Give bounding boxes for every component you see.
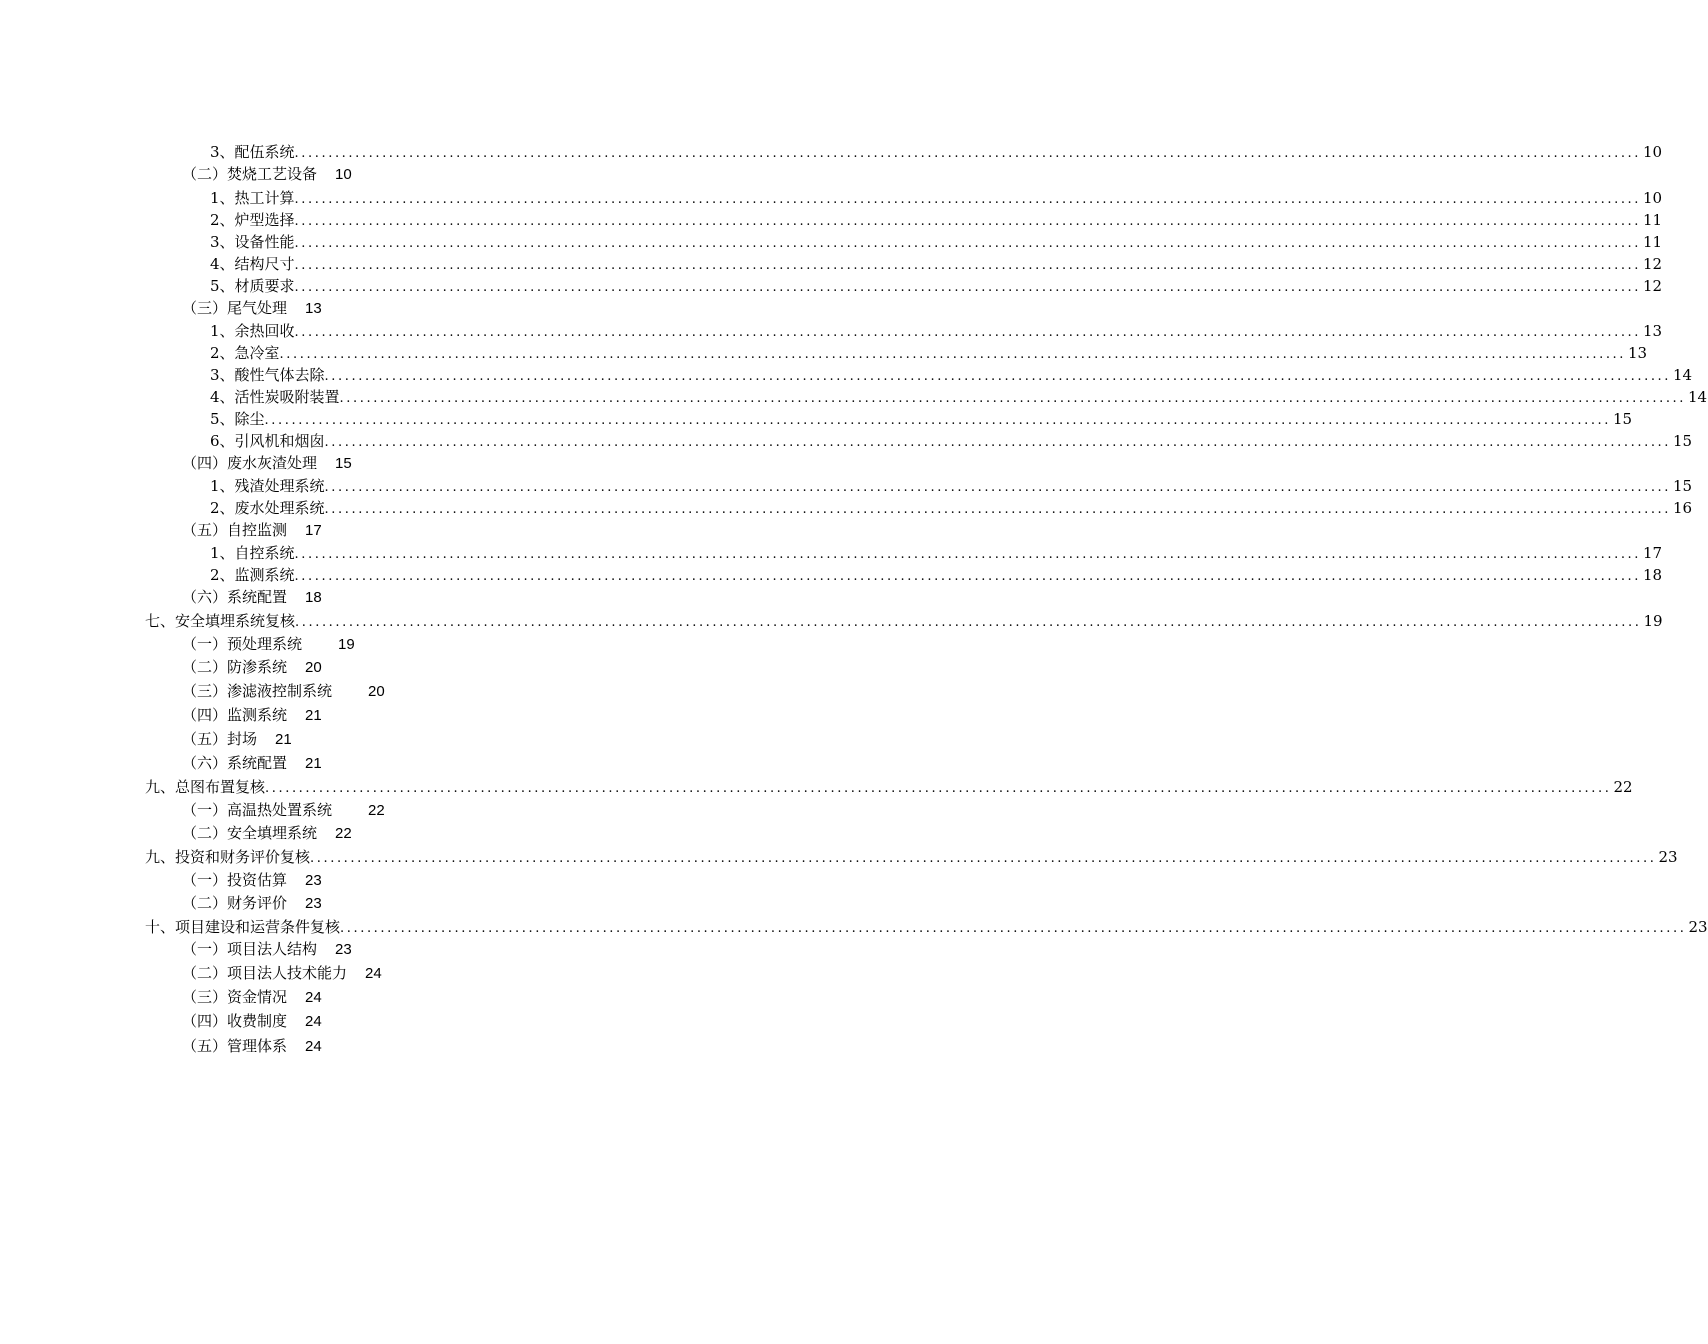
toc-entry[interactable] <box>182 822 352 844</box>
toc-entry-title: 十、项目建设和运营条件复核 <box>145 918 341 936</box>
toc-entry-title: 九、总图布置复核 <box>145 778 266 796</box>
toc-entry[interactable] <box>145 776 1633 798</box>
dot-leader: ........................................................................................................................................................................................................ <box>324 435 1672 450</box>
toc-entry[interactable] <box>210 497 1693 519</box>
dot-leader: ........................................................................................................................................................................................................ <box>279 347 1627 362</box>
dot-leader: ........................................................................................................................................................................................................ <box>339 391 1687 406</box>
toc-page-number: 17 <box>1643 544 1663 562</box>
toc-entry-title: 5、材质要求 <box>210 277 295 295</box>
toc-page-number: 18 <box>1643 566 1663 584</box>
toc-entry-title: （六）系统配置 <box>182 754 288 772</box>
toc-entry-title: （五）封场 <box>182 730 258 748</box>
toc-page-number: 10 <box>335 166 352 183</box>
toc-page-number: 17 <box>305 522 322 539</box>
dot-leader: ........................................................................................................................................................................................................ <box>324 480 1672 495</box>
toc-page-number: 23 <box>1658 848 1678 866</box>
toc-entry[interactable] <box>210 364 1693 386</box>
toc-entry[interactable] <box>210 253 1663 275</box>
toc-entry-title: （二）防渗系统 <box>182 658 288 676</box>
toc-page-number: 15 <box>1673 477 1693 495</box>
toc-entry-title: （四）收费制度 <box>182 1012 288 1030</box>
toc-entry-title: 4、活性炭吸附装置 <box>210 388 340 406</box>
dot-leader: ........................................................................................................................................................................................................ <box>294 325 1642 340</box>
toc-entry-title: （二）安全填埋系统 <box>182 824 318 842</box>
toc-entry-title: 1、自控系统 <box>210 544 295 562</box>
toc-entry-title: 3、配伍系统 <box>210 143 295 161</box>
toc-entry[interactable] <box>145 610 1663 632</box>
toc-entry[interactable] <box>182 163 352 185</box>
toc-entry[interactable] <box>210 564 1663 586</box>
dot-leader: ........................................................................................................................................................................................................ <box>294 547 1642 562</box>
dot-leader: ........................................................................................................................................................................................................ <box>324 502 1672 517</box>
toc-entry-title: （五）管理体系 <box>182 1037 288 1055</box>
toc-entry-title: （一）预处理系统 <box>182 635 303 653</box>
toc-entry[interactable] <box>182 1035 322 1057</box>
toc-page-number: 11 <box>1643 233 1663 251</box>
toc-page-number: 12 <box>1643 277 1663 295</box>
toc-entry-title: （三）渗滤液控制系统 <box>182 682 333 700</box>
toc-entry-title: 2、废水处理系统 <box>210 499 325 517</box>
dot-leader: ........................................................................................................................................................................................................ <box>265 781 1612 796</box>
toc-entry-title: 1、热工计算 <box>210 189 295 207</box>
toc-page-number: 23 <box>305 872 322 889</box>
toc-entry[interactable] <box>182 452 352 474</box>
toc-entry-title: （五）自控监测 <box>182 521 288 539</box>
toc-page-number: 19 <box>338 636 355 653</box>
toc-entry-title: 2、急冷室 <box>210 344 280 362</box>
toc-page-number: 19 <box>1643 612 1663 630</box>
toc-entry-title: （三）尾气处理 <box>182 299 288 317</box>
toc-page-number: 15 <box>1613 410 1633 428</box>
toc-page-number: 22 <box>1613 778 1633 796</box>
toc-entry-title: 1、余热回收 <box>210 322 295 340</box>
toc-entry[interactable] <box>182 586 322 608</box>
toc-page-number: 23 <box>305 895 322 912</box>
toc-entry[interactable] <box>210 187 1663 209</box>
toc-entry[interactable] <box>182 986 322 1008</box>
toc-page-number: 15 <box>335 455 352 472</box>
toc-entry[interactable] <box>182 633 355 655</box>
dot-leader: ........................................................................................................................................................................................................ <box>294 214 1642 229</box>
toc-entry[interactable] <box>182 752 322 774</box>
toc-page-number: 24 <box>305 1038 322 1055</box>
toc-entry[interactable] <box>210 209 1663 231</box>
toc-entry[interactable] <box>145 916 1708 938</box>
dot-leader: ........................................................................................................................................................................................................ <box>294 236 1642 251</box>
toc-entry[interactable] <box>145 846 1678 868</box>
toc-entry[interactable] <box>182 704 322 726</box>
toc-page-number: 24 <box>305 989 322 1006</box>
toc-page-number: 23 <box>1688 918 1708 936</box>
toc-page-number: 18 <box>305 589 322 606</box>
toc-page-number: 22 <box>368 802 385 819</box>
toc-entry-title: 4、结构尺寸 <box>210 255 295 273</box>
toc-entry-title: 九、投资和财务评价复核 <box>145 848 311 866</box>
toc-entry-title: 3、设备性能 <box>210 233 295 251</box>
toc-entry[interactable] <box>182 728 292 750</box>
toc-entry-title: （四）废水灰渣处理 <box>182 454 318 472</box>
dot-leader: ........................................................................................................................................................................................................ <box>294 280 1642 295</box>
toc-entry-title: （二）财务评价 <box>182 894 288 912</box>
toc-entry-title: 七、安全填埋系统复核 <box>145 612 296 630</box>
dot-leader: ........................................................................................................................................................................................................ <box>310 851 1657 866</box>
dot-leader: ........................................................................................................................................................................................................ <box>264 413 1612 428</box>
toc-page-number: 14 <box>1688 388 1708 406</box>
dot-leader: ........................................................................................................................................................................................................ <box>294 146 1642 161</box>
toc-page-number: 15 <box>1673 432 1693 450</box>
toc-page-number: 13 <box>1643 322 1663 340</box>
toc-entry[interactable] <box>210 386 1708 408</box>
toc-page-number: 11 <box>1643 211 1663 229</box>
toc-entry[interactable] <box>210 141 1663 163</box>
toc-entry[interactable] <box>182 799 385 821</box>
toc-entry-title: 5、除尘 <box>210 410 265 428</box>
toc-page-number: 20 <box>305 659 322 676</box>
toc-entry[interactable] <box>210 231 1663 253</box>
toc-entry-title: （二）项目法人技术能力 <box>182 964 348 982</box>
toc-entry[interactable] <box>182 938 352 960</box>
toc-page-number: 12 <box>1643 255 1663 273</box>
toc-entry-title: （六）系统配置 <box>182 588 288 606</box>
dot-leader: ........................................................................................................................................................................................................ <box>294 258 1642 273</box>
toc-page-number: 21 <box>305 707 322 724</box>
toc-entry-title: 2、监测系统 <box>210 566 295 584</box>
dot-leader: ........................................................................................................................................................................................................ <box>294 192 1642 207</box>
toc-page-number: 10 <box>1643 189 1663 207</box>
toc-entry[interactable] <box>210 320 1663 342</box>
toc-entry-title: 2、炉型选择 <box>210 211 295 229</box>
toc-page-number: 22 <box>335 825 352 842</box>
toc-entry-title: 3、酸性气体去除 <box>210 366 325 384</box>
toc-entry[interactable] <box>182 892 322 914</box>
toc-entry[interactable] <box>210 408 1633 430</box>
toc-entry-title: （一）高温热处置系统 <box>182 801 333 819</box>
toc-entry[interactable] <box>210 275 1663 297</box>
toc-entry[interactable] <box>210 342 1648 364</box>
toc-page-number: 24 <box>365 965 382 982</box>
toc-entry[interactable] <box>182 297 322 319</box>
toc-page-number: 10 <box>1643 143 1663 161</box>
toc-page-number: 21 <box>275 731 292 748</box>
toc-page-number: 21 <box>305 755 322 772</box>
toc-entry-title: （二）焚烧工艺设备 <box>182 165 318 183</box>
dot-leader: ........................................................................................................................................................................................................ <box>340 921 1687 936</box>
toc-page-number: 13 <box>305 300 322 317</box>
toc-page-number: 20 <box>368 683 385 700</box>
toc-entry[interactable] <box>210 430 1693 452</box>
dot-leader: ........................................................................................................................................................................................................ <box>294 569 1642 584</box>
toc-page-number: 23 <box>335 941 352 958</box>
toc-page-number: 14 <box>1673 366 1693 384</box>
toc-entry-title: （一）项目法人结构 <box>182 940 318 958</box>
toc-entry[interactable] <box>182 680 385 702</box>
toc-entry[interactable] <box>182 519 322 541</box>
toc-entry[interactable] <box>182 656 322 678</box>
toc-entry-title: （一）投资估算 <box>182 871 288 889</box>
toc-entry-title: 6、引风机和烟囱 <box>210 432 325 450</box>
toc-entry[interactable] <box>182 962 382 984</box>
dot-leader: ........................................................................................................................................................................................................ <box>295 615 1642 630</box>
toc-entry[interactable] <box>182 1010 322 1032</box>
toc-entry[interactable] <box>210 542 1663 564</box>
toc-entry-title: （四）监测系统 <box>182 706 288 724</box>
toc-entry[interactable] <box>182 869 322 891</box>
toc-entry[interactable] <box>210 475 1693 497</box>
toc-page-number: 13 <box>1628 344 1648 362</box>
dot-leader: ........................................................................................................................................................................................................ <box>324 369 1672 384</box>
toc-entry-title: 1、残渣处理系统 <box>210 477 325 495</box>
toc-page-number: 16 <box>1673 499 1693 517</box>
toc-page-number: 24 <box>305 1013 322 1030</box>
toc-entry-title: （三）资金情况 <box>182 988 288 1006</box>
